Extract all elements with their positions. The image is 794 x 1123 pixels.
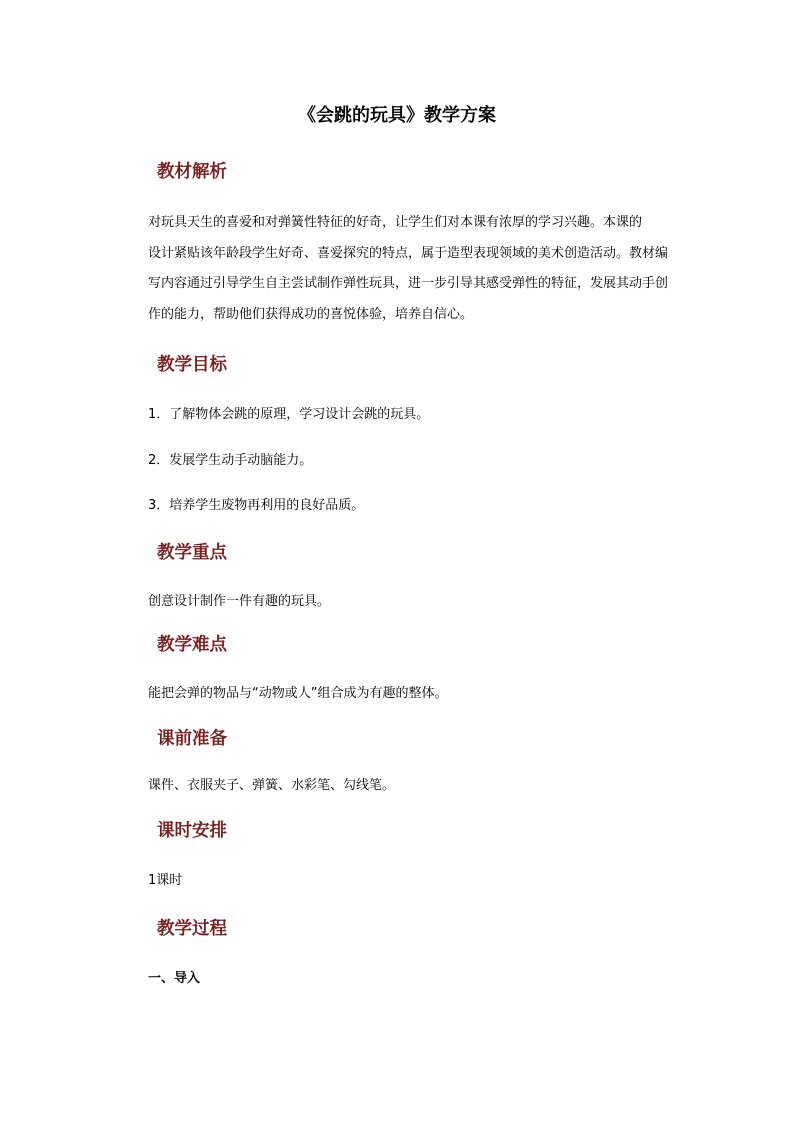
objective-item-3: 3．培养学生废物再利用的良好品质。	[148, 498, 365, 513]
objective-item-1: 1．了解物体会跳的原理，学习设计会跳的玩具。	[148, 407, 430, 422]
analysis-line-4: 作的能力，帮助他们获得成功的喜悦体验，培养自信心。	[148, 306, 474, 322]
process-step-1: 一、导入	[148, 971, 201, 986]
section-heading-key-points: 教学重点	[157, 543, 227, 563]
objective-item-2: 2．发展学生动手动脑能力。	[148, 453, 313, 468]
analysis-line-1: 对玩具天生的喜爱和对弹簧性特征的好奇，让学生们对本课有浓厚的学习兴趣。本课的	[148, 215, 643, 230]
analysis-line-2: 设计紧贴该年龄段学生好奇、喜爱探究的特点，属于造型表现领域的美术创造活动。教材编	[148, 245, 669, 261]
analysis-line-3: 写内容通过引导学生自主尝试制作弹性玩具，进一步引导其感受弹性的特征，发展其动手创	[148, 276, 669, 291]
difficulties-text: 能把会弹的物品与“动物或人”组合成为有趣的整体。	[148, 686, 448, 701]
document-title: 《会跳的玩具》教学方案	[298, 105, 496, 126]
key-points-text: 创意设计制作一件有趣的玩具。	[148, 594, 331, 609]
analysis-paragraph	[148, 208, 669, 330]
preparation-text: 课件、衣服夹子、弹簧、水彩笔、勾线笔。	[148, 778, 396, 793]
section-heading-preparation: 课前准备	[157, 729, 227, 749]
section-heading-process: 教学过程	[157, 919, 227, 939]
schedule-text: 1课时	[148, 873, 183, 888]
section-heading-difficulties: 教学难点	[157, 635, 227, 655]
section-heading-objectives: 教学目标	[157, 355, 227, 375]
section-heading-schedule: 课时安排	[157, 821, 227, 841]
section-heading-analysis: 教材解析	[157, 162, 227, 182]
